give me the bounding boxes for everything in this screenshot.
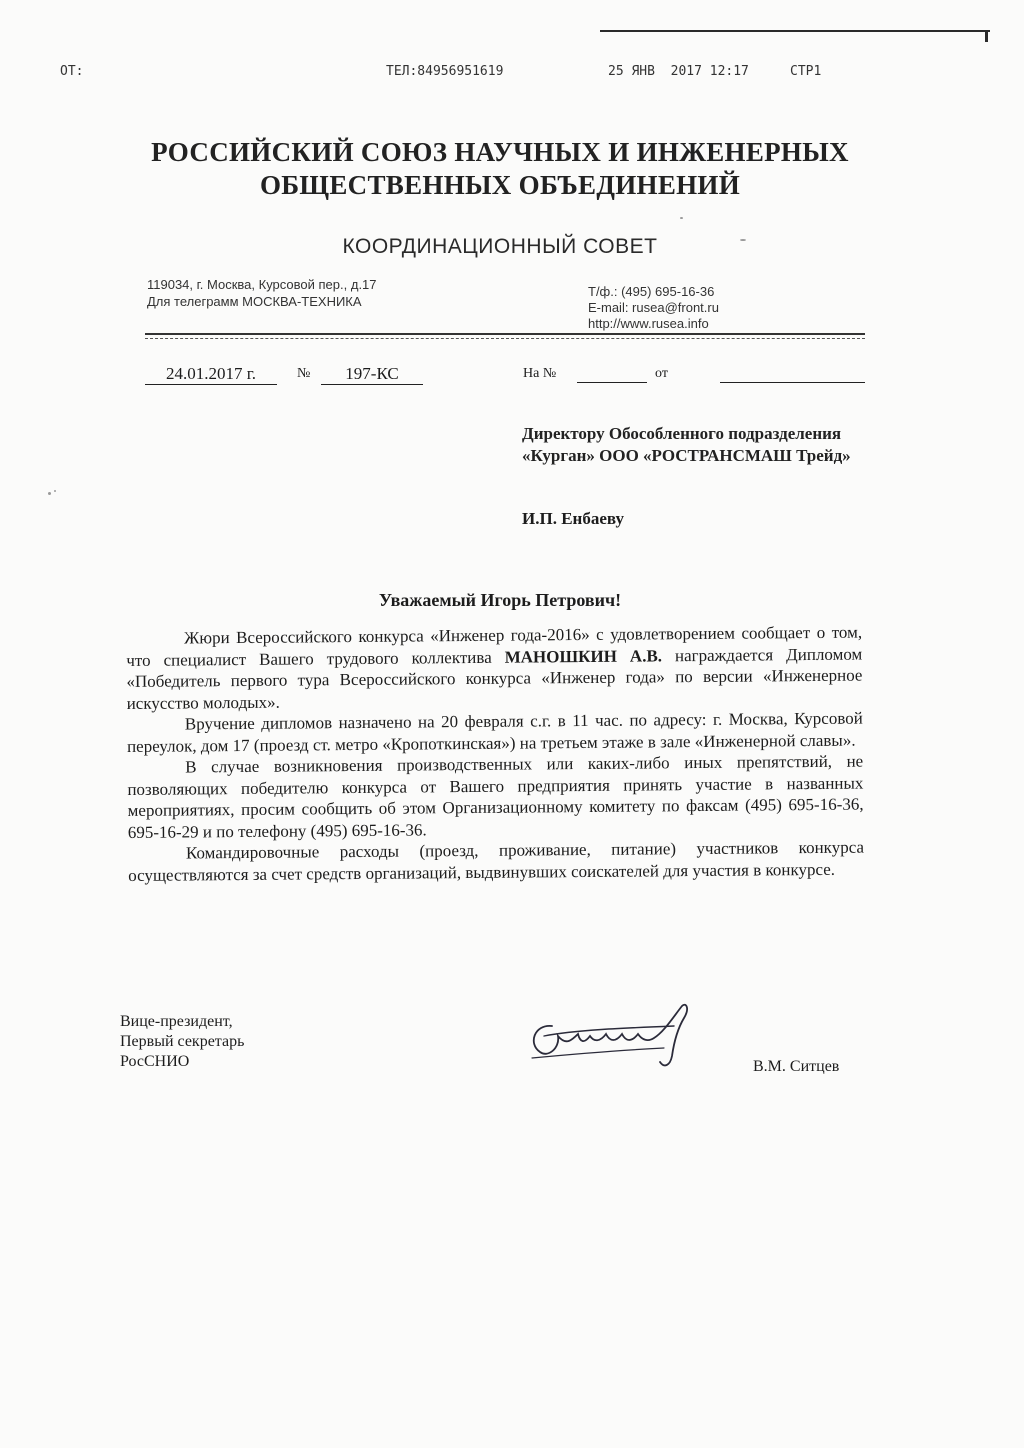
fax-from-label: ОТ: bbox=[60, 64, 84, 79]
fax-phone: ТЕЛ:84956951619 bbox=[386, 64, 504, 79]
paragraph-1-end: награждается Дипломом «Победитель первого тура Всероссийского конкурса «Инженер года» по версии «Инженерное искусство молодых». bbox=[126, 644, 863, 713]
awardee-name: МАНОШКИН А.В. bbox=[504, 645, 663, 667]
reply-number-blank bbox=[577, 382, 647, 383]
letter-number: 197-КС bbox=[321, 364, 423, 385]
recipient-name: И.П. Енбаеву bbox=[522, 509, 624, 528]
organization-title-line2: ОБЩЕСТВЕННЫХ ОБЪЕДИНЕНИЙ bbox=[259, 170, 741, 200]
scan-speck bbox=[54, 490, 56, 492]
scan-speck bbox=[680, 217, 683, 219]
fax-datetime: 25 ЯНВ 2017 12:17 bbox=[608, 64, 749, 79]
scan-edge-mark bbox=[985, 30, 988, 42]
paragraph-2: Вручение дипломов назначено на 20 февраля с.г. в 11 час. по адресу: г. Москва, Курсовой переулок, дом 17 (проезд ст. метро «Кропоткинская») на третьем этаже в зале «Инженерной славы». bbox=[126, 708, 863, 756]
scan-speck bbox=[740, 239, 746, 241]
paragraph-1 bbox=[126, 622, 863, 714]
number-label: № bbox=[297, 366, 311, 381]
paragraph-3: В случае возникновения производственных или каких-либо иных препятствий, не позволяющих победителю конкурса от Вашего предприятия принять участие в названных мероприятиях, просим сообщить об этом Организационному комитету по факсам (495) 695-16-36, 695-16-29 и по телефону (495) 695-16-36. bbox=[127, 751, 864, 842]
paragraph-1-start: Жюри Всероссийского конкурса «Инженер года-2016» с удовлетворением сообщает о том, что специалист Вашего трудового коллектива bbox=[126, 622, 863, 670]
phone-fax: Т/ф.: (495) 695-16-36 bbox=[588, 284, 715, 299]
scan-speck bbox=[48, 492, 51, 495]
council-name: КООРДИНАЦИОННЫЙ СОВЕТ bbox=[342, 235, 658, 258]
letter-body bbox=[126, 622, 864, 886]
reply-from-label: от bbox=[655, 366, 668, 381]
address-line: 119034, г. Москва, Курсовой пер., д.17 bbox=[147, 277, 377, 292]
postal-address bbox=[147, 276, 467, 310]
signer-title-line1: Вице-президент, bbox=[120, 1013, 233, 1030]
fax-page: СТР1 bbox=[790, 64, 822, 79]
letter-date: 24.01.2017 г. bbox=[145, 364, 277, 385]
scan-edge-line bbox=[600, 30, 990, 32]
email: E-mail: rusea@front.ru bbox=[588, 300, 719, 315]
signer-name: В.М. Ситцев bbox=[753, 1058, 840, 1075]
organization-title-line1: РОССИЙСКИЙ СОЮЗ НАУЧНЫХ И ИНЖЕНЕРНЫХ bbox=[151, 137, 849, 167]
signer-title-line3: РосСНИО bbox=[120, 1053, 190, 1070]
reply-date-blank bbox=[720, 382, 865, 383]
letterhead-rule-secondary bbox=[145, 338, 865, 339]
signer-title bbox=[120, 1012, 380, 1072]
recipient-position: Директору Обособленного подразделения «Курган» ООО «РОСТРАНСМАШ Трейд» bbox=[522, 424, 851, 465]
contact-info bbox=[588, 284, 828, 332]
signer-title-line2: Первый секретарь bbox=[120, 1033, 245, 1050]
handwritten-signature bbox=[514, 996, 714, 1076]
paragraph-4: Командировочные расходы (проезд, проживание, питание) участников конкурса осуществляются за счет средств организаций, выдвинувших соискателей для участия в конкурсе. bbox=[128, 837, 865, 885]
salutation: Уважаемый Игорь Петрович! bbox=[378, 590, 622, 610]
letterhead-rule bbox=[145, 333, 865, 335]
organization-title bbox=[140, 136, 860, 202]
registration-row bbox=[145, 364, 865, 388]
fax-header bbox=[60, 64, 860, 86]
telegram-line: Для телеграмм МОСКВА-ТЕХНИКА bbox=[147, 294, 362, 309]
reply-number-label: На № bbox=[523, 366, 557, 381]
website: http://www.rusea.info bbox=[588, 316, 709, 331]
